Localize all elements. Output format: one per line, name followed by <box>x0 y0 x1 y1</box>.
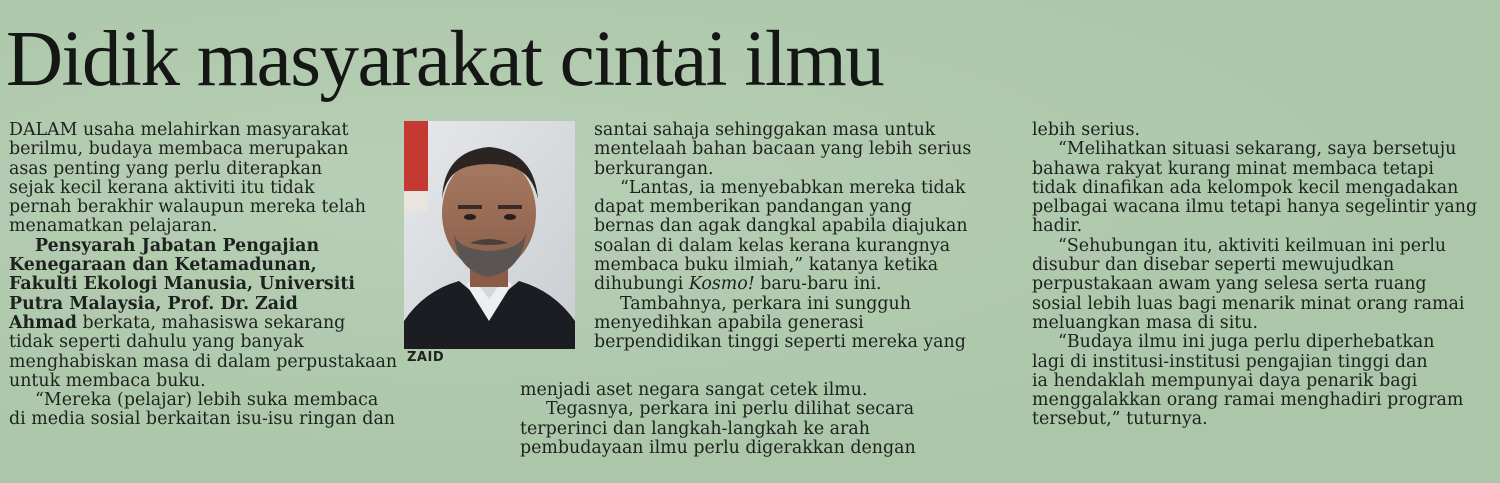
text-line: “Lantas, ia menyebabkan mereka tidak <box>620 177 966 198</box>
text-span: baru-baru ini. <box>754 274 882 295</box>
text-line: “Sehubungan itu, aktiviti keilmuan ini perlu <box>1058 235 1447 256</box>
text-line: menyedihkan apabila generasi <box>594 312 864 333</box>
text-line: terperinci dan langkah-langkah ke arah <box>520 418 870 439</box>
text-line: tidak dinafikan ada kelompok kecil mengadakan <box>1032 177 1459 198</box>
text-line: ia hendaklah mempunyai daya penarik bagi <box>1032 370 1418 391</box>
article-column-2-top <box>594 121 971 353</box>
portrait-photo <box>404 121 575 349</box>
text-line: sosial lebih luas bagi menarik minat orang ramai <box>1032 293 1465 314</box>
text-line: menghabiskan masa di dalam perpustakaan <box>9 351 398 372</box>
person-name: Ahmad <box>9 312 77 333</box>
text-line: Tambahnya, perkara ini sungguh <box>620 293 911 314</box>
portrait-illustration <box>404 121 575 349</box>
text-line: menggalakkan orang ramai menghadiri program <box>1032 390 1464 411</box>
text-line: berilmu, budaya membaca merupakan <box>9 139 349 160</box>
article-column-1 <box>9 121 397 430</box>
text-line <box>9 314 397 333</box>
text-line: bahawa rakyat kurang minat membaca tetapi <box>1032 158 1434 179</box>
text-span: berkata, mahasiswa sekarang <box>76 312 346 333</box>
text-line: “Mereka (pelajar) lebih suka membaca <box>35 390 379 411</box>
text-line: berpendidikan tinggi seperti mereka yang <box>594 332 966 353</box>
bold-text-line: Kenegaraan dan Ketamadunan, <box>9 255 317 276</box>
text-line: membaca buku ilmiah,” katanya ketika <box>594 255 939 276</box>
text-line: tersebut,” tuturnya. <box>1032 409 1208 430</box>
photo-caption: ZAID <box>407 350 445 365</box>
text-line: menjadi aset negara sangat cetek ilmu. <box>520 380 868 400</box>
text-line: di media sosial berkaitan isu-isu ringan dan <box>9 409 396 430</box>
text-line: pembudayaan ilmu perlu digerakkan dengan <box>520 437 916 458</box>
text-line: soalan di dalam kelas kerana kurangnya <box>594 235 951 256</box>
text-line: meluangkan masa di situ. <box>1032 312 1258 333</box>
bold-text-line: Pensyarah Jabatan Pengajian <box>35 235 320 256</box>
headline: Didik masyarakat cintai ilmu <box>6 16 884 103</box>
publication-name: Kosmo! <box>688 274 755 295</box>
text-line: disubur dan disebar seperti mewujudkan <box>1032 255 1395 276</box>
text-line: asas penting yang perlu diterapkan <box>9 158 323 179</box>
text-line <box>594 275 971 294</box>
text-line: untuk membaca buku. <box>9 370 206 391</box>
text-line: lebih serius. <box>1032 120 1141 140</box>
text-line: dapat memberikan pandangan yang <box>594 197 912 218</box>
article-column-2-bottom <box>520 381 916 458</box>
text-line: lagi di institusi-institusi pengajian tinggi dan <box>1032 351 1428 372</box>
text-line: “Melihatkan situasi sekarang, saya bersetuju <box>1058 139 1457 160</box>
article-column-3 <box>1032 121 1477 430</box>
text-line: pernah berakhir walaupun mereka telah <box>9 197 366 218</box>
text-line: berkurangan. <box>594 158 714 179</box>
text-line: “Budaya ilmu ini juga perlu diperhebatkan <box>1058 332 1435 353</box>
text-line: perpustakaan awam yang selesa serta ruang <box>1032 274 1427 295</box>
text-line: menamatkan pelajaran. <box>9 216 218 237</box>
text-line: hadir. <box>1032 216 1083 237</box>
text-line: sejak kecil kerana aktiviti itu tidak <box>9 177 315 198</box>
text-line: santai sahaja sehinggakan masa untuk <box>594 120 936 140</box>
text-line: Tegasnya, perkara ini perlu dilihat secara <box>546 399 915 420</box>
text-line: DALAM usaha melahirkan masyarakat <box>9 120 349 140</box>
text-line: mentelaah bahan bacaan yang lebih serius <box>594 139 972 160</box>
text-line: pelbagai wacana ilmu tetapi hanya segelintir yang <box>1032 197 1478 218</box>
text-line: tidak seperti dahulu yang banyak <box>9 332 304 353</box>
bold-text-line: Fakulti Ekologi Manusia, Universiti <box>9 274 355 295</box>
text-span: dihubungi <box>594 274 689 295</box>
bold-text-line: Putra Malaysia, Prof. Dr. Zaid <box>9 293 298 314</box>
text-line: bernas dan agak dangkal apabila diajukan <box>594 216 968 237</box>
